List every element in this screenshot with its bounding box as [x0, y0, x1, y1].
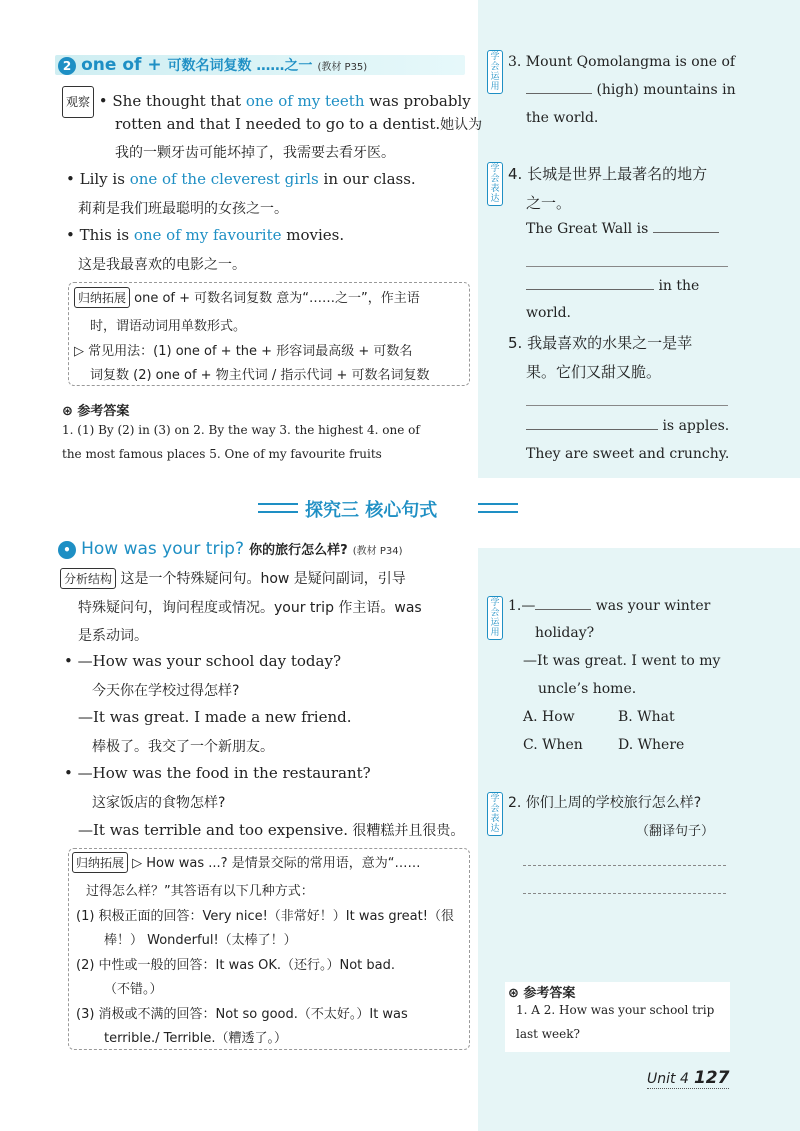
ex1-text-b: was probably — [364, 92, 471, 110]
q2-answer-line-1[interactable] — [523, 865, 726, 866]
right2-answer-title: ⊛ 参考答案 — [508, 986, 576, 1001]
ex1-highlight: one of my teeth — [245, 92, 365, 110]
right1-tag-express: 学会表达 — [487, 162, 503, 206]
section1-summary-tag: 归纳拓展 — [74, 287, 130, 308]
s2-text-1: How was ...? 是情景交际的常用语，意为“…… — [146, 856, 421, 871]
section1-example1: 观察 • She thought that one of my teeth was probably — [62, 86, 472, 118]
ex1-zh-1: 她认为 — [440, 117, 483, 133]
title-deco-left — [258, 503, 298, 513]
option-c[interactable]: C. When — [523, 737, 583, 753]
section2-summary-line6: （不错。） — [104, 982, 163, 997]
section2-summary-line4: 棒！） Wonderful!（太棒了！） — [104, 933, 297, 948]
footer-unit: Unit 4 — [647, 1071, 689, 1087]
q1-text-b: was your winter — [591, 598, 711, 614]
dialog1-answer-zh: 棒极了。我交了一个新朋友。 — [92, 739, 274, 755]
title-deco-right — [478, 503, 518, 513]
section1-example2: • Lily is one of the cleverest girls in our class. — [66, 170, 416, 188]
option-b[interactable]: B. What — [618, 709, 675, 725]
section2-summary-line1: 归纳拓展 ▷ How was ...? 是情景交际的常用语，意为“…… — [72, 852, 420, 873]
d2-q-text: —How was the food in the restaurant? — [77, 764, 371, 782]
dialog1-question: • —How was your school day today? — [64, 652, 341, 670]
q4-text-c: The Great Wall is — [526, 221, 649, 237]
option-a[interactable]: A. How — [523, 709, 575, 725]
section1-source: (教材 P35) — [317, 62, 368, 73]
q4-blank-2[interactable] — [526, 266, 728, 267]
right2-answer-line1: 1. A 2. How was your school trip — [516, 1003, 715, 1017]
dialog2-answer — [78, 820, 464, 840]
dialog2-question: • —How was the food in the restaurant? — [64, 764, 371, 782]
right1-q5-line4: They are sweet and crunchy. — [526, 446, 730, 462]
section2-summary-line5: (2) 中性或一般的回答：It was OK.（还行。）Not bad. — [76, 958, 396, 973]
section1-summary-line2: 时，谓语动词用单数形式。 — [90, 319, 247, 334]
right1-q4-line2: 之一。 — [526, 194, 572, 212]
right1-q4-line3 — [526, 221, 719, 237]
ex2-highlight: one of the cleverest girls — [129, 170, 319, 188]
q4-blank-3[interactable] — [526, 289, 654, 290]
right1-q3-line1: 3. Mount Qomolangma is one of — [508, 54, 736, 70]
section1-answer-line2: the most famous places 5. One of my favourite fruits — [62, 447, 382, 461]
q5-text-c: is apples. — [662, 418, 730, 434]
right1-tag-use: 学会运用 — [487, 50, 503, 94]
right1-q4-line1: 4. 长城是世界上最著名的地方 — [508, 165, 708, 183]
right1-q3-line2 — [526, 82, 736, 98]
observe-tag: 观察 — [62, 86, 94, 118]
right1-q5-line3 — [526, 418, 729, 434]
section2-summary-line2: 过得怎么样？”其答语有以下几种方式： — [86, 884, 314, 899]
right1-q4-line5: world. — [526, 305, 571, 321]
ex3-zh: 这是我最喜欢的电影之一。 — [78, 257, 246, 273]
ex1-line2 — [115, 114, 482, 134]
section2-analysis-line1 — [60, 568, 406, 589]
section2-heading-en: How was your trip? — [81, 539, 244, 559]
analysis-text-1: 这是一个特殊疑问句。how 是疑问副词，引导 — [120, 571, 406, 587]
summary-text-1: one of + 可数名词复数 意为“……之一”，作主语 — [134, 291, 420, 306]
ex2-text-a: Lily is — [79, 170, 130, 188]
right2-q2-line1: 2. 你们上周的学校旅行怎么样? — [508, 795, 702, 811]
section2-summary-line3: (1) 积极正面的回答：Very nice!（非常好！）It was great!（很 — [76, 909, 454, 924]
section1-number: 2 — [58, 57, 76, 75]
q2-answer-line-2[interactable] — [523, 893, 726, 894]
page-footer — [647, 1068, 729, 1089]
q3-text-b: (high) mountains in — [592, 82, 736, 98]
section-title: 探究三 核心句式 — [305, 500, 438, 521]
section1-heading-en: one of + — [81, 55, 168, 75]
option-d[interactable]: D. Where — [618, 737, 685, 753]
right1-q5-line1: 5. 我最喜欢的水果之一是苹 — [508, 334, 693, 352]
section2-bullet-icon: • — [58, 541, 76, 559]
right2-tag-express: 学会表达 — [487, 792, 503, 836]
section2-heading-zh: 你的旅行怎么样? — [249, 543, 348, 558]
right2-q2-line2: （翻译句子） — [636, 824, 715, 839]
q3-blank[interactable] — [526, 93, 592, 94]
section1-answer-title: ⊛ 参考答案 — [62, 404, 130, 419]
q1-blank[interactable] — [535, 609, 591, 610]
section1-heading — [58, 55, 367, 75]
right2-answer-line2: last week? — [516, 1027, 580, 1041]
side-panel-gap — [478, 478, 800, 548]
dialog2-question-zh: 这家饭店的食物怎样? — [92, 795, 226, 811]
ex3-highlight: one of my favourite — [133, 226, 282, 244]
q5-blank-2[interactable] — [526, 429, 658, 430]
section1-heading-zh: 可数名词复数 ……之一 — [167, 58, 313, 74]
right1-q5-line2: 果。它们又甜又脆。 — [526, 363, 662, 381]
section2-summary-line7: (3) 消极或不满的回答：Not so good.（不太好。）It was — [76, 1007, 408, 1022]
section1-summary-line4: 词复数 (2) one of + 物主代词 / 指示代词 + 可数名词复数 — [90, 368, 430, 383]
ex2-text-b: in our class. — [318, 170, 416, 188]
ex3-text-b: movies. — [281, 226, 345, 244]
right2-tag-use: 学会运用 — [487, 596, 503, 640]
section2-analysis-line2: 特殊疑问句，询问程度或情况。your trip 作主语。was — [78, 600, 422, 616]
right2-q1-line4: uncle’s home. — [538, 681, 637, 697]
right2-q1-line3: —It was great. I went to my — [523, 653, 721, 669]
d2-a-zh: 很糟糕并且很贵。 — [347, 823, 465, 839]
q4-text-d: in the — [658, 278, 700, 294]
dialog1-question-zh: 今天你在学校过得怎样? — [92, 683, 240, 699]
right2-q1-line2: holiday? — [535, 625, 595, 641]
section2-heading — [58, 539, 402, 559]
section1-summary-line3: ▷ 常见用法：(1) one of + the + 形容词最高级 + 可数名 — [74, 344, 413, 359]
d1-q-text: —How was your school day today? — [77, 652, 341, 670]
section2-analysis-line3: 是系动词。 — [78, 628, 148, 644]
section1-example3: • This is one of my favourite movies. — [66, 226, 345, 244]
q4-blank-1[interactable] — [653, 232, 719, 233]
right1-q3-line3: the world. — [526, 110, 599, 126]
ex1-text-a: She thought that — [112, 92, 246, 110]
section2-source: (教材 P34) — [352, 546, 403, 557]
answer-title-text: 参考答案 — [77, 404, 130, 419]
analysis-tag: 分析结构 — [60, 568, 116, 589]
d2-a-text: —It was terrible and too expensive. — [78, 821, 348, 839]
section2-summary-tag: 归纳拓展 — [72, 852, 128, 873]
right2-answer-title-text: 参考答案 — [523, 986, 576, 1001]
section1-answer-line1: 1. (1) By (2) in (3) on 2. By the way 3. the highest 4. one of — [62, 423, 420, 437]
ex3-text-a: This is — [79, 226, 134, 244]
ex1-text-c: rotten and that I needed to go to a dentist. — [115, 115, 441, 133]
q5-blank-1[interactable] — [526, 405, 728, 406]
section1-summary-line1 — [74, 287, 420, 308]
right2-q1-line1 — [508, 598, 710, 614]
ex2-zh: 莉莉是我们班最聪明的女孩之一。 — [78, 201, 288, 217]
ex1-zh-2: 我的一颗牙齿可能坏掉了，我需要去看牙医。 — [115, 145, 395, 161]
footer-page-number: 127 — [693, 1068, 730, 1088]
dialog1-answer: —It was great. I made a new friend. — [78, 708, 352, 726]
q1-text-a: 1.— — [508, 598, 536, 614]
section2-summary-line8: terrible./ Terrible.（糟透了。） — [104, 1031, 287, 1046]
summary-text-3: 常见用法：(1) one of + the + 形容词最高级 + 可数名 — [88, 344, 413, 359]
right1-q4-line4 — [526, 278, 699, 294]
